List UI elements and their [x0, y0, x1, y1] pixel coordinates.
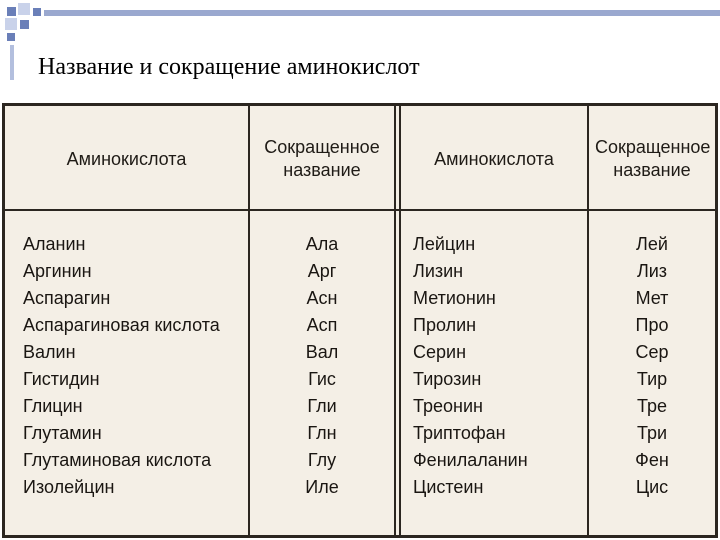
amino-acid-abbreviation: Иле: [305, 477, 339, 497]
decor-square: [5, 18, 17, 30]
amino-acid-abbreviation: Гли: [307, 396, 337, 416]
decor-square: [33, 8, 41, 16]
decor-square: [7, 7, 16, 16]
amino-acid-abbreviation: Глн: [307, 423, 337, 443]
side-bar: [10, 45, 14, 80]
left-names-column: [23, 231, 248, 501]
amino-acid-name: Треонин: [413, 396, 483, 416]
column-divider-double: [394, 106, 396, 535]
amino-acid-abbreviation: Тре: [636, 396, 667, 416]
amino-acid-abbreviation: Цис: [635, 477, 669, 497]
right-names-column: [413, 231, 587, 501]
amino-acid-abbreviation: Фен: [635, 450, 669, 470]
slide-title: Название и сокращение аминокислот: [38, 54, 420, 80]
amino-acid-abbreviation: Тир: [636, 369, 668, 389]
amino-acid-abbreviation: Ала: [305, 234, 339, 254]
amino-acid-name: Валин: [23, 342, 76, 362]
amino-acid-name: Глицин: [23, 396, 83, 416]
amino-acid-name: Аргинин: [23, 261, 92, 281]
amino-acid-abbreviation: Мет: [635, 288, 669, 308]
amino-acid-name: Тирозин: [413, 369, 482, 389]
amino-acid-name: Аспарагин: [23, 288, 111, 308]
amino-acid-name: Глутаминовая кислота: [23, 450, 212, 470]
amino-acid-name: Глутамин: [23, 423, 102, 443]
amino-acid-abbreviation: Про: [635, 315, 669, 335]
header-amino-acid: Аминокислота: [66, 149, 187, 169]
amino-acid-abbreviation: Арг: [307, 261, 337, 281]
right-abbreviations-column: [589, 231, 715, 501]
amino-acid-name: Пролин: [413, 315, 477, 335]
amino-acid-abbreviation: Гис: [308, 369, 336, 389]
amino-acid-name: Триптофан: [413, 423, 506, 443]
amino-acid-abbreviation: Лиз: [636, 261, 668, 281]
amino-acid-name: Цистеин: [413, 477, 484, 497]
amino-acid-abbreviation: Асп: [306, 315, 338, 335]
header-divider: [5, 209, 715, 211]
amino-acid-abbreviation: Три: [636, 423, 668, 443]
amino-acid-name: Фенилаланин: [413, 450, 528, 470]
amino-acid-abbreviation: Сер: [635, 342, 669, 362]
amino-acid-abbreviation: Глу: [307, 450, 337, 470]
amino-acid-abbreviation: Лей: [636, 234, 668, 254]
left-abbreviations-column: [250, 231, 394, 501]
amino-acid-name: Метионин: [413, 288, 496, 308]
amino-acid-name: Изолейцин: [23, 477, 115, 497]
header-amino-acid: Аминокислота: [434, 149, 554, 169]
amino-acid-abbreviation: Асн: [306, 288, 338, 308]
decor-square: [7, 33, 15, 41]
amino-acid-name: Лизин: [413, 261, 464, 281]
header-abbreviation: Сокращенное название: [595, 137, 711, 180]
decor-square: [18, 3, 30, 15]
decor-square: [20, 20, 29, 29]
amino-acid-name: Серин: [413, 342, 467, 362]
amino-acid-name: Гистидин: [23, 369, 100, 389]
amino-acid-name: Аспарагиновая кислота: [23, 315, 220, 335]
amino-acid-table: [2, 103, 718, 538]
amino-acid-abbreviation: Вал: [305, 342, 339, 362]
amino-acid-name: Аланин: [23, 234, 86, 254]
amino-acid-name: Лейцин: [413, 234, 476, 254]
header-bar: [44, 10, 720, 16]
header-abbreviation: Сокращенное название: [264, 137, 380, 180]
